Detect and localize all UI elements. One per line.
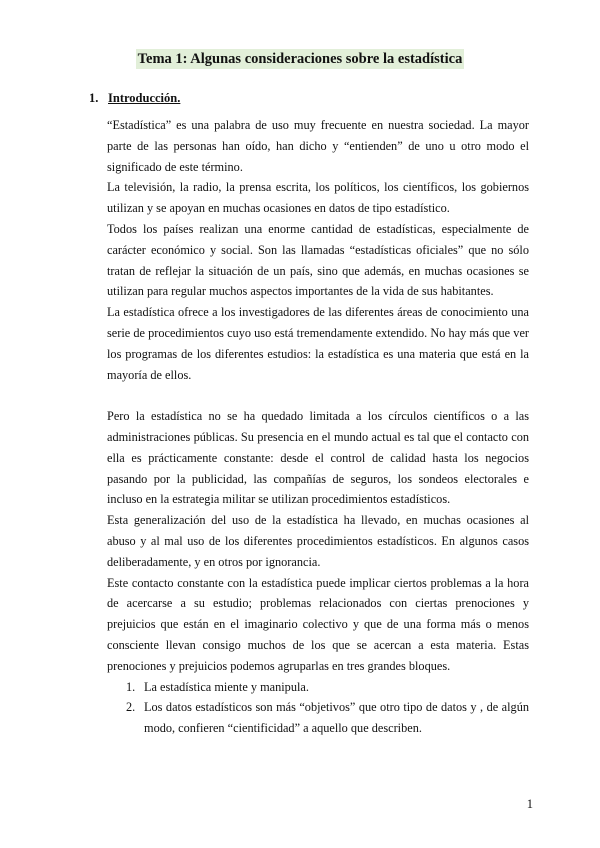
- list-item-text: La estadística miente y manipula.: [144, 679, 309, 694]
- paragraph: La televisión, la radio, la prensa escrita, los políticos, los científicos, los gobiernos utilizan y se apoyan en muchas ocasiones en datos de tipo estadístico.: [107, 180, 529, 216]
- paragraph: Pero la estadística no se ha quedado limitada a los círculos científicos o a las administraciones públicas. Su presencia en el mundo actual es tal que el contacto con ella es prácticamente constante: desde el control de calidad hasta los negocios pasando por la publicidad, las compañías de seguros, los sondeos electorales e incluso en la estrategia militar se utilizan procedimientos estadísticos.: [107, 409, 529, 507]
- paragraph: “Estadística” es una palabra de uso muy frecuente en nuestra sociedad. La mayor parte de las personas han oído, han dicho y “entienden” de uno u otro modo el significado de este término.: [107, 118, 529, 174]
- section-heading: [89, 90, 180, 106]
- list-item-number: 1.: [126, 679, 136, 694]
- paragraph: Este contacto constante con la estadística puede implicar ciertos problemas a la hora de acercarse a su estudio; problemas relacionados con ciertas prenociones y prejuicios que están en el imaginario colectivo y que de una forma más o menos consciente llevan consigo muchos de los que se acercan a esta materia. Estas prenociones y prejuicios podemos agruparlas en tres grandes bloques.: [107, 575, 529, 673]
- prejudice-list: [107, 677, 529, 739]
- list-item-text: Los datos estadísticos son más “objetivos” que otro tipo de datos y , de algún modo, confieren “cientificidad” a aquello que describen.: [144, 700, 529, 736]
- list-item: [126, 677, 529, 698]
- document-title-container: [0, 34, 600, 71]
- page-number: 1: [526, 797, 533, 811]
- section-title: Introducción.: [108, 91, 181, 105]
- paragraph: La estadística ofrece a los investigadores de las diferentes áreas de conocimiento una serie de procedimientos cuyo uso está tremendamente extendido. No hay más que ver los programas de los diferentes estudios: la estadística es una materia que está en la mayoría de ellos.: [107, 305, 529, 382]
- body-text: [107, 115, 529, 739]
- paragraph: Esta generalización del uso de la estadística ha llevado, en muchas ocasiones al abuso y al mal uso de los diferentes procedimientos estadísticos. En algunos casos deliberadamente, y en otros por ignorancia.: [107, 513, 529, 569]
- document-title: Tema 1: Algunas consideraciones sobre la estadística: [137, 51, 463, 67]
- list-item: [126, 697, 529, 739]
- section-number: 1.: [89, 91, 99, 105]
- list-item-number: 2.: [126, 700, 136, 715]
- paragraph: Todos los países realizan una enorme cantidad de estadísticas, especialmente de carácter económico y social. Son las llamadas “estadísticas oficiales” que no sólo tratan de reflejar la situación de un país, sino que además, en muchas ocasiones se utilizan para regular muchos aspectos importantes de la vida de sus habitantes.: [107, 221, 529, 299]
